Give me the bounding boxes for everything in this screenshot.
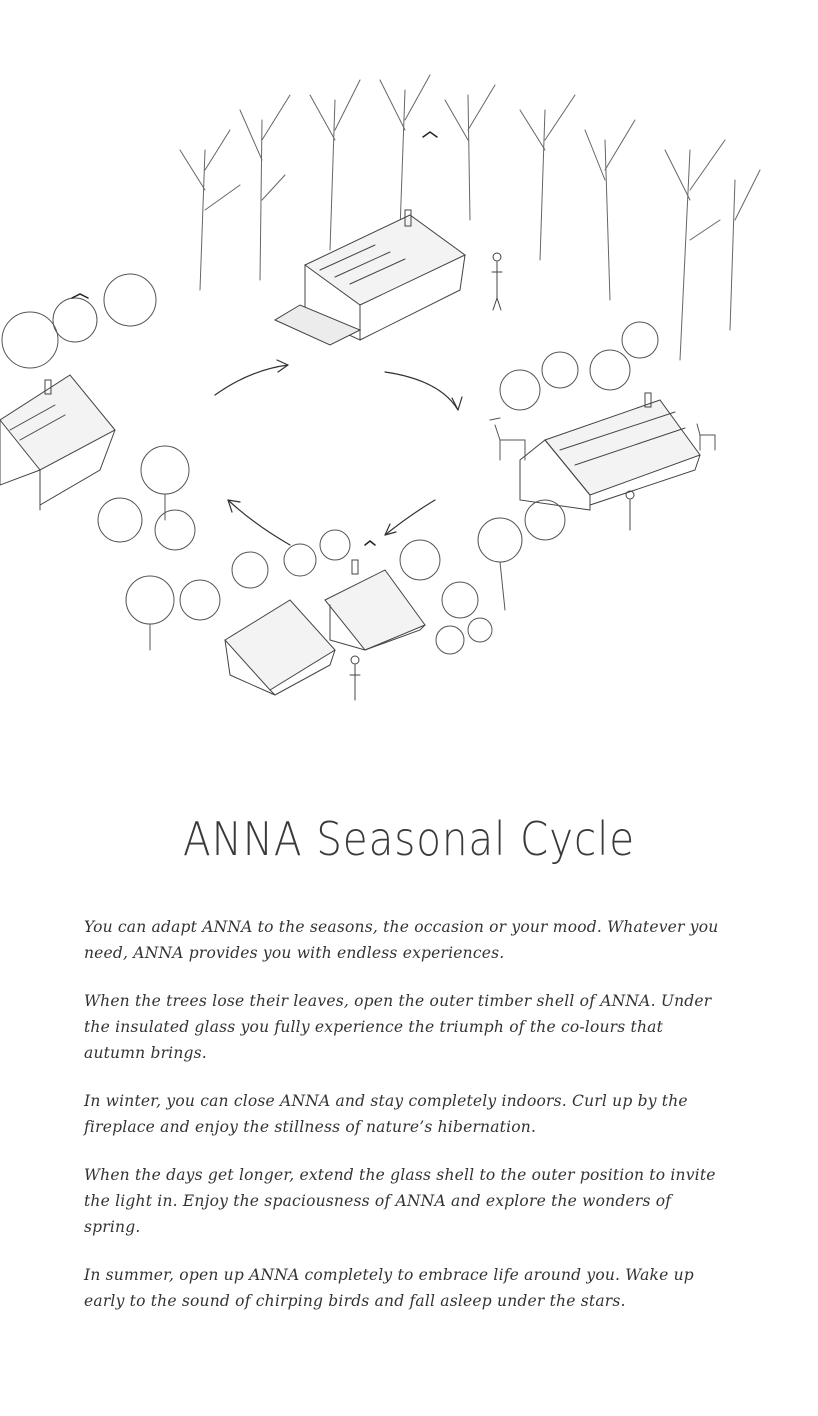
cycle-arrows (215, 360, 462, 545)
arrow-spring-to-summer (385, 500, 435, 535)
paragraph-autumn: When the trees lose their leaves, open the outer timber shell of ANNA. Under the insulated glass you fully experience the triumph of the co-lours that autumn brings. (84, 992, 712, 1062)
winter-trees (180, 75, 760, 360)
arrow-autumn-to-winter (215, 365, 288, 395)
bird-icons (72, 132, 437, 545)
cabin-spring (520, 393, 700, 510)
paragraph-summer: In summer, open up ANNA completely to embrace life around you. Wake up early to the sound of chirping birds and fall asleep under the stars. (84, 1266, 694, 1310)
cabin-autumn (0, 375, 115, 510)
arrow-winter-to-spring (385, 372, 458, 410)
paragraph-winter: In winter, you can close ANNA and stay completely indoors. Curl up by the fireplace and enjoy the stillness of nature’s hibernation. (84, 1092, 688, 1136)
body-text (84, 914, 724, 1336)
page-title: ANNA Seasonal Cycle (182, 812, 635, 866)
paragraph-intro: You can adapt ANNA to the seasons, the occasion or your mood. Whatever you need, ANNA provides you with endless experiences. (84, 918, 719, 962)
arrow-summer-to-autumn (228, 500, 290, 545)
cabin-winter (275, 210, 465, 345)
cabin-summer (225, 560, 425, 695)
paragraph-spring: When the days get longer, extend the glass shell to the outer position to invite the light in. Enjoy the spaciousness of ANNA and explore the wonders of spring. (84, 1166, 716, 1236)
